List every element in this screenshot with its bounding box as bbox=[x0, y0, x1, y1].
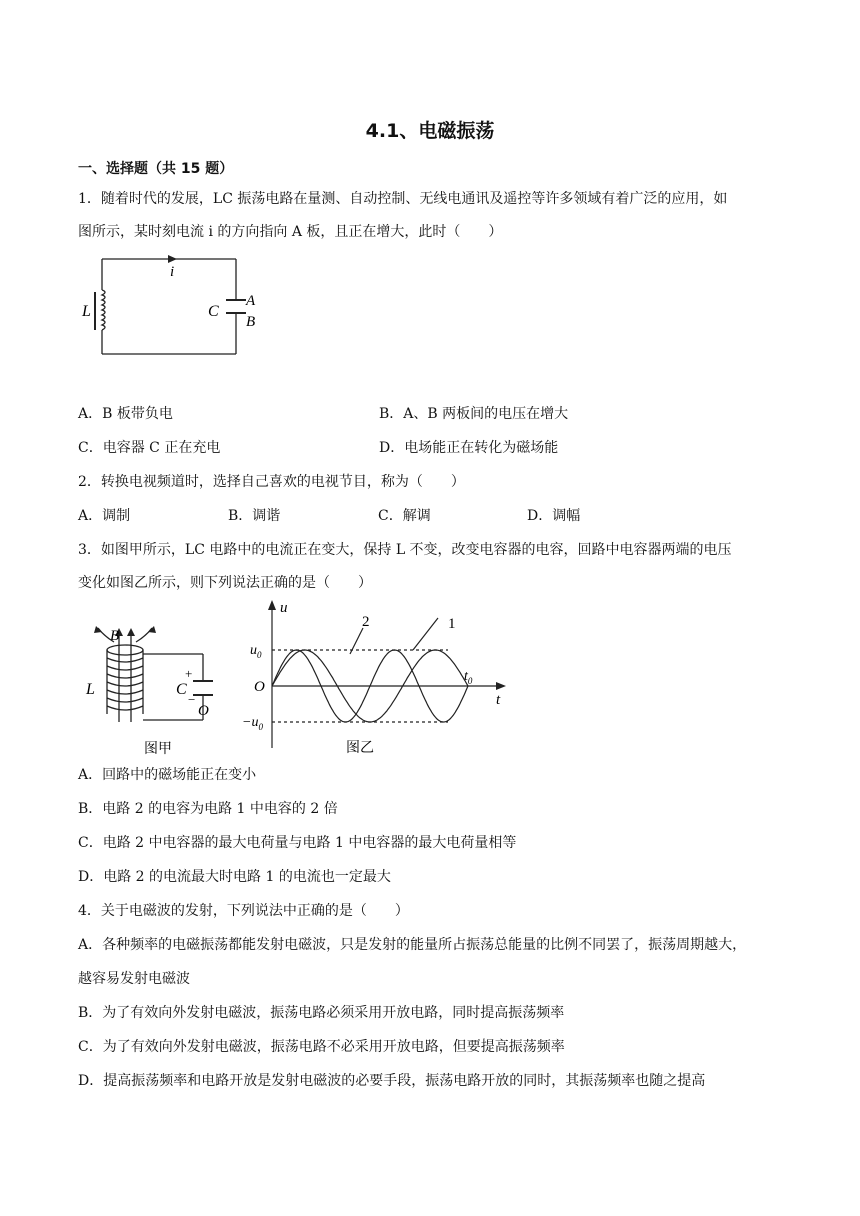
q3-yi-u0-label: $u_0$ bbox=[250, 643, 262, 660]
q3-option-d: D．电路 2 的电流最大时电路 1 的电流也一定最大 bbox=[78, 869, 391, 885]
q1-option-d: D．电场能正在转化为磁场能 bbox=[379, 440, 559, 456]
q4-option-c: C．为了有效向外发射电磁波，振荡电路不必采用开放电路，但要提高振荡频率 bbox=[78, 1039, 565, 1055]
q2-option-b: B．调谐 bbox=[228, 508, 281, 524]
q2-option-a: A．调制 bbox=[78, 508, 131, 524]
q3-jia-inductor-label: L bbox=[86, 681, 95, 698]
q2-option-d: D．调幅 bbox=[527, 508, 581, 524]
q3-yi-origin-label: O bbox=[254, 679, 265, 695]
q4-option-b: B．为了有效向外发射电磁波，振荡电路必须采用开放电路，同时提高振荡频率 bbox=[78, 1005, 565, 1021]
q4-option-a-line1: A．各种频率的电磁振荡都能发射电磁波，只是发射的能量所占振荡总能量的比例不同罢了，振荡周期越大， bbox=[78, 937, 747, 953]
q1-option-c: C．电容器 C 正在充电 bbox=[78, 440, 221, 456]
q3-yi-caption: 图乙 bbox=[346, 741, 374, 756]
q1-stem-line2: 图所示，某时刻电流 i 的方向指向 A 板，且正在增大，此时（ ） bbox=[78, 224, 503, 240]
q2-stem: 2．转换电视频道时，选择自己喜欢的电视节目，称为（ ） bbox=[78, 474, 465, 490]
page-title: 4.1、电磁振荡 bbox=[365, 120, 495, 142]
q1-option-a: A．B 板带负电 bbox=[78, 406, 173, 422]
q4-stem: 4．关于电磁波的发射，下列说法中正确的是（ ） bbox=[78, 903, 409, 919]
q3-yi-curve-2-label: 2 bbox=[362, 614, 370, 630]
q3-figure-jia bbox=[78, 624, 228, 760]
q1-plate-b-label: B bbox=[246, 314, 256, 330]
section-heading: 一、选择题（共 15 题） bbox=[78, 161, 234, 177]
q1-inductor-label: L bbox=[82, 303, 91, 320]
q1-plate-a-label: A bbox=[246, 293, 256, 309]
q3-jia-minus-label: − bbox=[188, 692, 196, 707]
q3-stem-line2: 变化如图乙所示，则下列说法正确的是（ ） bbox=[78, 575, 372, 591]
q4-option-a-line2: 越容易发射电磁波 bbox=[78, 971, 190, 987]
q3-jia-o-label: O bbox=[198, 703, 209, 719]
q1-current-label: i bbox=[170, 264, 175, 280]
q3-yi-t-label: t bbox=[496, 692, 501, 708]
q3-jia-field-b-label: B bbox=[110, 628, 120, 644]
q1-capacitor-label: C bbox=[208, 303, 219, 320]
q2-option-c: C．解调 bbox=[378, 508, 431, 524]
q3-yi-u-label: u bbox=[280, 600, 288, 616]
q1-stem-line1: 1．随着时代的发展，LC 振荡电路在量测、自动控制、无线电通讯及遥控等许多领域有着广泛的应用，如 bbox=[78, 191, 728, 207]
q3-option-a: A．回路中的磁场能正在变小 bbox=[78, 767, 257, 783]
q3-yi-curve-1-label: 1 bbox=[448, 616, 456, 632]
q4-option-d: D．提高振荡频率和电路开放是发射电磁波的必要手段，振荡电路开放的同时，其振荡频率也随之提高 bbox=[78, 1073, 706, 1089]
q3-jia-capacitor-label: C bbox=[176, 681, 187, 698]
q3-jia-caption: 图甲 bbox=[144, 742, 172, 757]
q1-option-b: B．A、B 两板间的电压在增大 bbox=[379, 406, 569, 422]
q3-yi-t0-label: $t_0$ bbox=[464, 669, 473, 686]
q3-jia-plus-label: + bbox=[185, 666, 193, 681]
q1-lc-circuit-figure bbox=[78, 250, 258, 360]
q3-yi-neg-u0-label: $-u_0$ bbox=[242, 715, 263, 732]
q3-figure-yi bbox=[238, 598, 518, 760]
q3-option-b: B．电路 2 的电容为电路 1 中电容的 2 倍 bbox=[78, 801, 338, 817]
q3-stem-line1: 3．如图甲所示，LC 电路中的电流正在变大，保持 L 不变，改变电容器的电容，回路中电容器两端的电压 bbox=[78, 542, 732, 558]
q3-option-c: C．电路 2 中电容器的最大电荷量与电路 1 中电容器的最大电荷量相等 bbox=[78, 835, 517, 851]
